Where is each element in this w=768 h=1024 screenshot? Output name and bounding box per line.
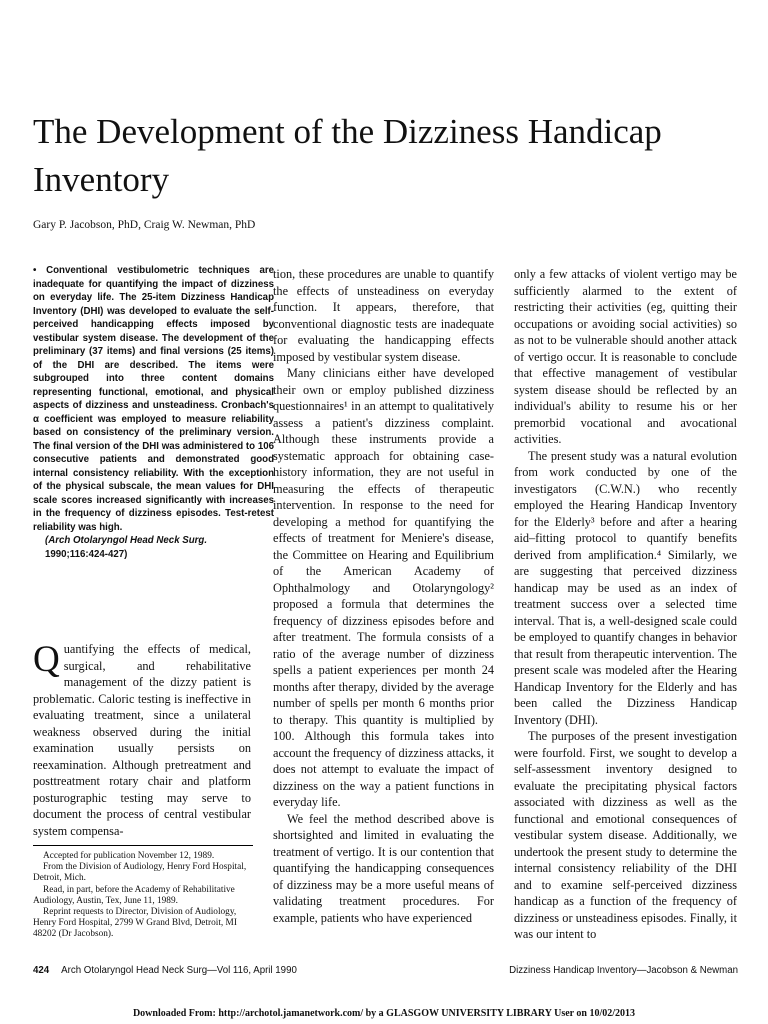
footnote-divider — [33, 845, 253, 846]
footer-left — [33, 965, 297, 976]
footnote: Read, in part, before the Academy of Rehabilitative Audiology, Austin, Tex, June 11, 1989. — [33, 884, 235, 906]
citation-journal: (Arch Otolaryngol Head Neck Surg. — [45, 535, 208, 546]
text-column-3 — [514, 266, 737, 943]
abstract: • Conventional vestibulometric techniques are inadequate for quantifying the impact of dizziness on everyday life. The 25-item Dizziness Handicap Inventory (DHI) was developed to evaluate the self-perceived handicapping effects imposed by vestibular system disease. The development of the preliminary (37 items) and final versions (25 items) of the DHI are described. The items were subgrouped into three content domains representing functional, emotional, and physical aspects of dizziness and unsteadiness. Cronbach's α coefficient was employed to measure reliability based on consistency of the preliminary version. The final version of the DHI was administered to 106 consecutive patients and demonstrated good internal consistency reliability. With the exception of the physical subscale, the mean values for DHI scale scores increased significantly with increases in the frequency of dizziness episodes. Test-retest reliability was high. — [33, 265, 274, 533]
paragraph: tion, these procedures are unable to quantify the effects of unsteadiness on everyday function. It appears, therefore, that conventional diagnostic tests are inadequate for evaluating the handicapping effects imposed by vestibular system disease. — [273, 267, 494, 364]
footnote: Reprint requests to Director, Division of Audiology, Henry Ford Hospital, 2799 W Grand Blvd, Detroit, MI 48202 (Dr Jacobson). — [33, 907, 237, 940]
paragraph: The present study was a natural evolution from work conducted by one of the investigators (C.W.N.) who recently employed the Hearing Handicap Inventory for the Elderly³ before and after a hearing aid–fitting protocol to quantify benefits derived from amplification.⁴ Similarly, we are suggesting that perceived dizziness handicap may be used as an index of treatment success over a selected time interval. That is, a well-designed scale could be employed to quantify changes in behavior that result from therapeutic intervention. The present scale was modeled after the Hearing Handicap Inventory for the Elderly and has been called the Dizziness Handicap Inventory (DHI). — [514, 448, 737, 727]
authors: Gary P. Jacobson, PhD, Craig W. Newman, PhD — [33, 219, 256, 231]
footnote: Accepted for publication November 12, 1989. — [43, 851, 215, 861]
footer-running-title: Dizziness Handicap Inventory—Jacobson & Newman — [509, 965, 738, 976]
paragraph: We feel the method described above is shortsighted and limited in evaluating the treatment of vertigo. It is our contention that quantifying the handicapping consequences of dizziness may be a more useful means of validating treatment procedures. For example, patients who have experienced — [273, 811, 494, 925]
citation-ref: 1990;116:424-427) — [45, 548, 128, 560]
paragraph: Many clinicians either have developed their own or employ published dizziness questionnaires¹ in an attempt to qualitatively assess a patient's dizziness complaint. Although these instruments provide a systematic approach for obtaining case-history information, they are not useful in measuring the effects of therapeutic intervention. In response to the need for developing a method for quantifying the effects of treatment for Meniere's disease, the Committee on Hearing and Equilibrium of the American Academy of Ophthalmology and Otolaryngology² proposed a formula that determines the frequency of dizziness episodes before and after treatment. The formula consists of a ratio of the average number of dizziness spells a patient experiences per month 24 months after therapy, divided by the average number of spells per month 6 months prior to therapy. This quantity is multiplied by 100. Although this formula takes into account the frequency of dizziness attacks, it does not attempt to evaluate the impact of dizziness on the way a patient functions in everyday life. — [273, 366, 494, 809]
abstract-citation — [33, 534, 274, 561]
footnote: From the Division of Audiology, Henry Ford Hospital, Detroit, Mich. — [33, 862, 247, 884]
intro-paragraph — [33, 641, 251, 839]
text-column-2 — [273, 266, 494, 926]
paragraph: The purposes of the present investigation were fourfold. First, we sought to develop a self-assessment inventory designed to evaluate the precipitating physical factors associated with dizziness as well as the functional and emotional consequences of vestibular system disease. Additionally, we undertook the present study to determine the internal consistency reliability of the DHI and to examine self-perceived dizziness handicap as a function of the frequency of dizziness or unsteadiness episodes. Finally, it was our intent to — [514, 729, 737, 941]
article-title: The Development of the Dizziness Handicap Inventory — [33, 112, 662, 199]
paragraph: only a few attacks of violent vertigo may be sufficiently alarmed to the extent of restricting their activities (eg, quitting their occupations or avoiding social activities) so as not to be vulnerable should another attack of vertigo occur. It is reasonable to conclude that effective management of vestibular system disease should be reflected by an individual's ability to resume his or her premorbid vocational and avocational activities. — [514, 267, 737, 446]
journal-info: Arch Otolaryngol Head Neck Surg—Vol 116, April 1990 — [61, 965, 297, 976]
page-number: 424 — [33, 965, 50, 976]
intro-text: uantifying the effects of medical, surgical, and rehabilitative management of the dizzy patient is problematic. Caloric testing is ineffective in evaluating treatment, since a unilateral weakness observed during the initial examination usually persists on reexamination. Although pretreatment and posttreatment rotary chair and platform posturographic testing may serve to document the process of central vestibular system compensa- — [33, 642, 251, 838]
download-note: Downloaded From: http://archotol.jamanetwork.com/ by a GLASGOW UNIVERSITY LIBRARY User on 10/02/2013 — [132, 1008, 636, 1019]
drop-cap: Q — [33, 639, 60, 680]
footnotes — [33, 851, 253, 941]
abstract-column — [33, 264, 274, 561]
